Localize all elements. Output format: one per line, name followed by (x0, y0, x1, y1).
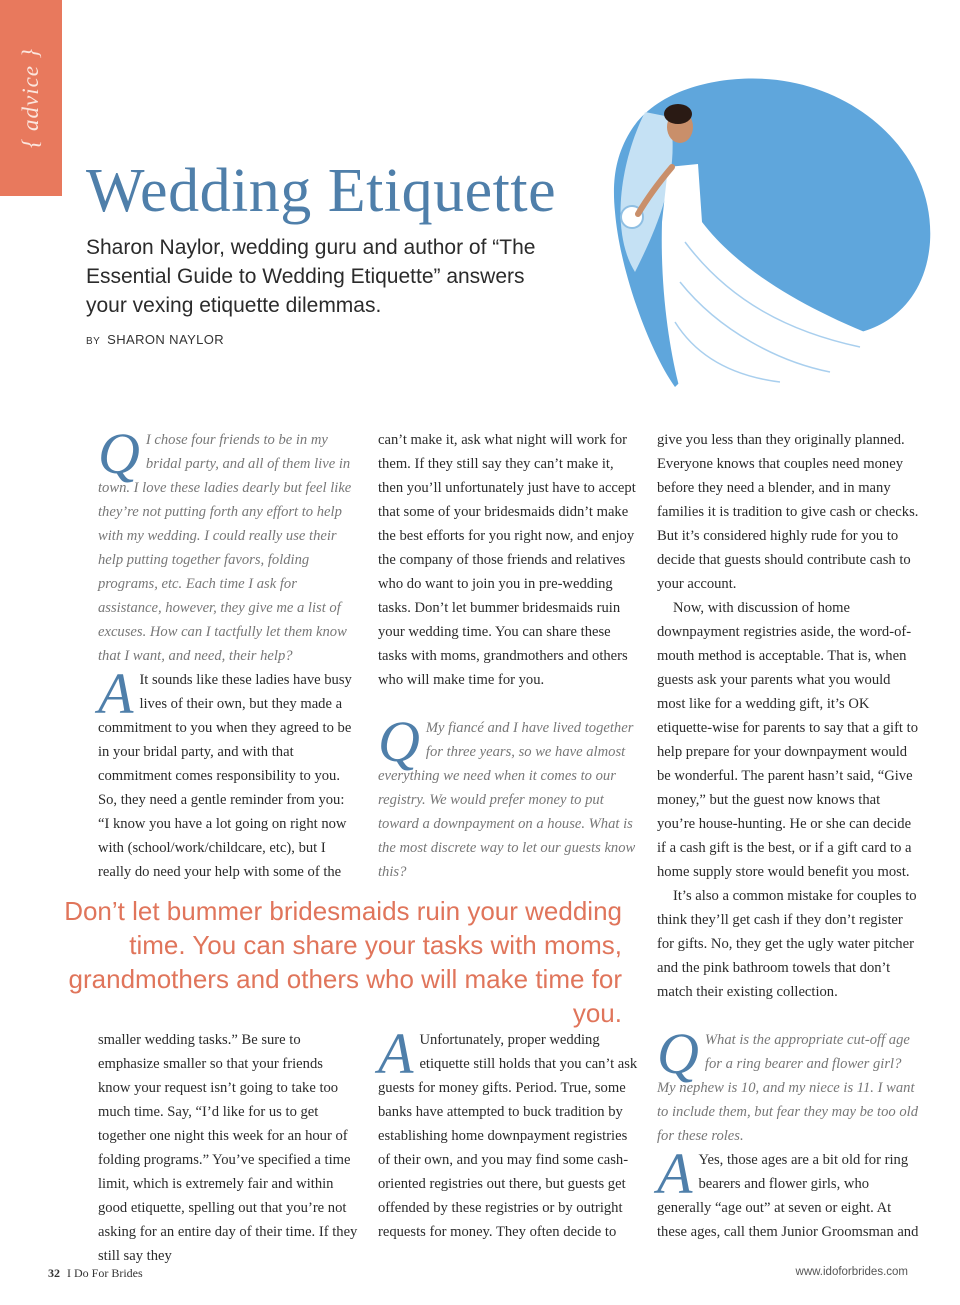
byline-author: SHARON NAYLOR (107, 332, 225, 347)
bride-illustration (590, 72, 935, 392)
column-3-paragraph-3: It’s also a common mistake for couples to think they’ll get cash if they don’t register for gifts. No, they get the ugly water pitcher and the pink bathroom towels that don’t match their existing collection. (657, 888, 917, 1000)
column-1-bottom (98, 1028, 358, 1268)
page-number: 32 (48, 1266, 60, 1280)
q-dropcap: Q (657, 1021, 699, 1086)
q-dropcap: Q (378, 709, 420, 774)
question-3-text: What is the appropriate cut-off age for a ring bearer and flower girl? My nephew is 10, and my niece is 11. I want to include them, but fear they may be too old for these roles. (657, 1032, 919, 1144)
answer-3 (657, 1141, 919, 1244)
subtitle: Sharon Naylor, wedding guru and author of “The Essential Guide to Wedding Etiquette” answers your vexing etiquette dilemmas. (86, 236, 536, 317)
answer-2-text: Unfortunately, proper wedding etiquette still holds that you can’t ask guests for money gifts. Period. True, some banks have attempted to buck tradition by establishing home downpayment registries of their own, and you may find some cash-oriented registries out there, but guests get offended by these registries or by outright requests for money. They often decide to (378, 1032, 638, 1240)
column-2-text: can’t make it, ask what night will work for them. If they still say they can’t make it, then you’ll unfortunately just have to accept that some of your bridesmaids didn’t make the best efforts for you right now, and enjoy the company of those friends and relatives who do want to join you in pre-wedding tasks. Don’t let bummer bridesmaids ruin your wedding time. You can share these tasks with moms, grandmothers and others who will make time for you. (378, 432, 636, 688)
a-dropcap: A (378, 1021, 414, 1086)
section-tab (0, 0, 62, 196)
column-2-bottom (378, 1021, 638, 1244)
q-dropcap: Q (98, 421, 140, 486)
question-1 (98, 421, 358, 668)
question-2-text: My fiancé and I have lived together for three years, so we have almost everything we need when it comes to our registry. We would prefer money to put toward a downpayment on a house. What is the most discrete way to let our guests know this? (378, 720, 636, 880)
website-link[interactable]: www.idoforbrides.com (795, 1266, 908, 1278)
pull-quote: Don’t let bummer bridesmaids ruin your wedding time. You can share your tasks with moms, grandmothers and others who will make time for you. (64, 896, 622, 1028)
section-tab-label: { advice } (18, 48, 43, 148)
question-3 (657, 1021, 919, 1148)
column-3-paragraph-1: give you less than they originally planned. Everyone knows that couples need money before they need a blender, and in many families it is tradition to give cash or checks. But it’s considered highly rude for you to decide that guests should contribute cash to your account. (657, 432, 919, 592)
byline (86, 332, 224, 347)
question-2 (378, 709, 638, 884)
column-1-bottom-text: smaller wedding tasks.” Be sure to emphasize smaller so that your friends know your request isn’t going to take too much time. Say, “I’d like for us to get together one night this week for an hour of folding programs.” You’ve specified a time limit, which is extremely fair and within good etiquette, spelling out that you’re not asking for an entire day of their time. If they still say they (98, 1032, 358, 1264)
a-dropcap: A (98, 661, 134, 726)
column-3-paragraph-2: Now, with discussion of home downpayment registries aside, the word-of-mouth method is acceptable. That is, when guests ask your parents what you would most like for a wedding gift, it’s OK etiquette-wise for parents to say that a gift to help prepare for your downpayment would be wonderful. The parent hasn’t said, “Give money,” but the guest now knows that you’re house-hunting. He or she can decide if a cash gift is the best, or if a gift card to a home supply store would benefit you most. (657, 600, 918, 880)
answer-1-text: It sounds like these ladies have busy lives of their own, but they made a commitment to you when they agreed to be in your bridal party, and with that commitment comes responsibility to you. So, they need a gentle reminder from you: “I know you have a lot going on right now with (school/work/childcare, etc), but I really do need your help with some of the (98, 672, 352, 880)
page-title: Wedding Etiquette (86, 157, 557, 225)
footer-left (48, 1266, 143, 1281)
answer-3-text: Yes, those ages are a bit old for ring bearers and flower girls, who generally “age out” at seven or eight. At these ages, call them Junior Groomsman and (657, 1152, 919, 1240)
answer-1 (98, 661, 358, 884)
a-dropcap: A (657, 1141, 693, 1206)
magazine-name: I Do For Brides (67, 1266, 143, 1280)
column-3 (657, 428, 919, 1004)
question-1-text: I chose four friends to be in my bridal party, and all of them live in town. I love these ladies dearly but feel like they’re not putting forth any effort to help with my wedding. I could really use their help putting together favors, folding programs, etc. Each time I ask for assistance, however, they give me a list of excuses. How can I tactfully let them know that I want, and need, their help? (98, 432, 352, 664)
column-1 (98, 421, 358, 884)
byline-by: BY (86, 336, 101, 347)
column-2 (378, 428, 638, 884)
column-3-bottom (657, 1021, 919, 1244)
answer-2 (378, 1021, 638, 1244)
bride-hair (664, 104, 692, 124)
